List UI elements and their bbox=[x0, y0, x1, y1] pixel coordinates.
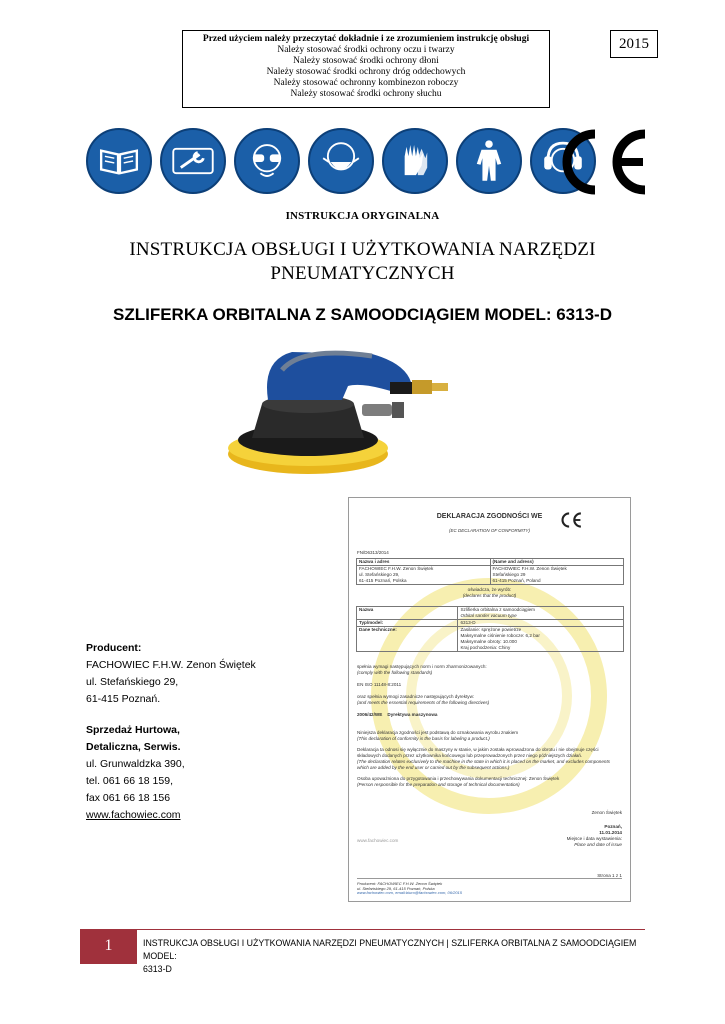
goggles-icon bbox=[234, 128, 300, 194]
producer-heading: Producent: bbox=[86, 642, 142, 654]
footer-line-2: 6313-D bbox=[143, 964, 172, 974]
sales-line: ul. Grunwaldzka 390, bbox=[86, 758, 185, 770]
signature-block: Zenon Świętek Poznań, 11.01.2014 Miejsce i data wystawienia: Place and date of issue bbox=[566, 810, 622, 847]
gloves-icon bbox=[382, 128, 448, 194]
safety-warning-box bbox=[182, 30, 550, 108]
footer-line-1: INSTRUKCJA OBSŁUGI I UŻYTKOWANIA NARZĘDZI PNEUMATYCZNYCH | SZLIFERKA ORBITALNA Z SAMOODCIĄGIEM MODEL: bbox=[143, 938, 637, 961]
ce-mark-small-icon bbox=[559, 512, 583, 528]
page-title bbox=[100, 238, 625, 286]
address-table bbox=[356, 558, 624, 585]
page-number-box: 1 bbox=[80, 929, 137, 964]
title-line: PNEUMATYCZNYCH bbox=[270, 263, 455, 284]
declaration-footer: Producent: FACHOWIEC F.H.W. Zenon Świętek ul. Stefańskiego 29, 61-415 Poznań, Polska www.fachowiec.com, email:biuro@fachowiec.com, 06/2015 bbox=[357, 881, 462, 896]
warning-line: Należy stosować środki ochrony słuchu bbox=[290, 89, 442, 99]
sales-line: tel. 061 66 18 159, bbox=[86, 775, 173, 787]
original-instruction-label: INSTRUKCJA ORYGINALNA bbox=[285, 210, 440, 222]
declaration-website: www.fachowiec.com bbox=[357, 838, 399, 843]
sales-line: fax 061 66 18 156 bbox=[86, 792, 171, 804]
declaration-of-conformity bbox=[348, 497, 631, 902]
website-link[interactable]: www.fachowiec.com bbox=[86, 809, 181, 821]
footer-text bbox=[143, 937, 643, 976]
warning-line: Przed użyciem należy przeczytać dokładnie i ze zrozumieniem instrukcję obsługi bbox=[202, 34, 530, 44]
manual-book-icon bbox=[86, 128, 152, 194]
footer-divider bbox=[137, 929, 645, 930]
coverall-icon bbox=[456, 128, 522, 194]
dust-mask-icon bbox=[308, 128, 374, 194]
declaration-page-number: Strona 1 z 1 bbox=[597, 873, 622, 878]
cell: (Name and adress) bbox=[490, 559, 624, 566]
declaration-number: FN/D6313/2014 bbox=[357, 550, 389, 555]
cell: 6313-D bbox=[458, 620, 624, 627]
sales-heading: Sprzedaż Hurtowa, bbox=[86, 724, 180, 736]
cell: Nazwa i adres bbox=[357, 559, 491, 566]
declaration-title: DEKLARACJA ZGODNOŚCI WE bbox=[436, 513, 543, 520]
orbital-sander-image bbox=[222, 330, 460, 478]
producer-line: ul. Stefańskiego 29, bbox=[86, 676, 179, 688]
cell: FACHOWIEC F.H.W. Zenon Świętek Stefańskiego 29 61-415 Poznań, Poland bbox=[490, 566, 624, 585]
cell: Typ/model: bbox=[357, 620, 458, 627]
year-badge: 2015 bbox=[610, 30, 658, 58]
warning-line: Należy stosować środki ochrony oczu i twarzy bbox=[277, 45, 455, 55]
standards-block: spełnia wymagi następujących norm i norm zharmonizowanych: (comply with the following standards) EN ISO 11148-8:2011 oraz spełnia wymogi zasadnicze następujących dyrektyw: (and meets the essential requirements of the following directives) 2006/42/WE Dyrektywa maszynowa bbox=[357, 664, 490, 717]
cell: Dane techniczne: bbox=[357, 627, 458, 652]
warning-line: Należy stosować środki ochrony dłoni bbox=[293, 56, 439, 66]
product-subtitle: SZLIFERKA ORBITALNA Z SAMOODCIĄGIEM MODEL: 6313-D bbox=[113, 305, 612, 324]
wrench-maintenance-icon bbox=[160, 128, 226, 194]
producer-info bbox=[86, 640, 306, 824]
basis-block: Niniejsza deklaracja zgodności jest podstawą do oznakowania wyrobu znakiem (This declaration of conformity is the basis for labeling a product.) Deklaracja ta odnosi się wyłącznie do maszyny w stanie, w jakim została wprowadzona do obrotu i nie obejmuje części składowych dodanych przez użytkownika końcowego lub przeprowadzonych przez niego późniejszych działań. (The declaration relates exclusively to the machine in the state in which it is placed on the market, and excludes components which are added by the end user or carried out by the subsequent actions.) Osoba upoważniona do przygotowania i przechowywania dokumentacji technicznej: Zenon Świętek (Person responsible for the preparation and storage of technical documentation) bbox=[357, 730, 611, 787]
cell: Szlifierka orbitalna z samoodciągiem Orbital sander vacuum type bbox=[458, 607, 624, 620]
cell: Zasilanie: sprężone powietrze Maksymalne ciśnienie robocze: 6,2 bar Maksymalne obroty: 10.000 Kraj pochodzenia: Chiny bbox=[458, 627, 624, 652]
sales-heading: Detaliczna, Serwis. bbox=[86, 741, 181, 753]
cell: FACHOWIEC F.H.W. Zenon Świętek ul. Stefańskiego 29, 61-415 Poznań, Polska bbox=[357, 566, 491, 585]
warning-line: Należy stosować ochronny kombinezon roboczy bbox=[273, 78, 459, 88]
warning-line: Należy stosować środki ochrony dróg oddechowych bbox=[266, 67, 466, 77]
ce-mark-icon bbox=[555, 128, 651, 196]
title-line: INSTRUKCJA OBSŁUGI I UŻYTKOWANIA NARZĘDZI bbox=[129, 239, 596, 260]
producer-line: FACHOWIEC F.H.W. Zenon Świętek bbox=[86, 659, 256, 671]
cell: Nazwa bbox=[357, 607, 458, 620]
declaration-title-en: (EC DECLARATION OF CONFORMITY) bbox=[448, 528, 531, 533]
product-table bbox=[356, 606, 624, 652]
declares-line: oświadcza, że wyrób: (declares that the product) bbox=[462, 587, 517, 598]
producer-line: 61-415 Poznań. bbox=[86, 693, 161, 705]
